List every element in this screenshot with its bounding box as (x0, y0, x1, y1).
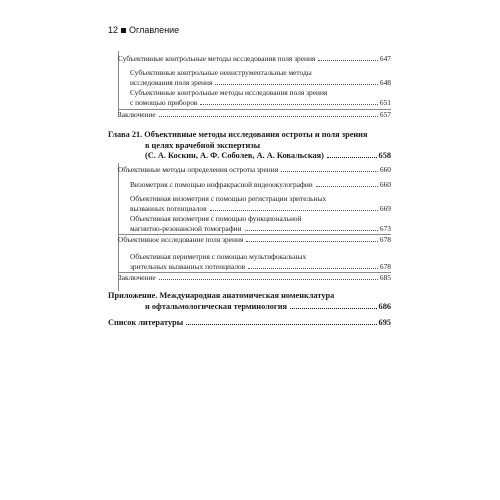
dot-leader (159, 279, 378, 280)
toc-appendix[interactable] (108, 291, 391, 312)
toc-entry-title: вызванных потенциалов (130, 203, 207, 213)
toc-entry-title: Субъективные контрольные методы исследования поля зрения (118, 54, 316, 63)
toc-entry[interactable] (130, 214, 391, 234)
toc-entry[interactable] (118, 165, 391, 175)
dot-leader (281, 171, 378, 172)
toc-entry-title: исследования поля зрения (130, 77, 213, 87)
dot-leader (159, 116, 378, 117)
toc-entry-title: зрительных вызванных потенциалов (130, 261, 246, 271)
toc-entry-title: Объективные методы определения остроты зрения (118, 165, 279, 174)
dot-leader (246, 241, 378, 242)
toc-entry-title: Заключение (118, 273, 156, 282)
dot-leader (327, 157, 377, 158)
toc-entry-page: 657 (379, 110, 391, 119)
toc-entry-page: 647 (379, 54, 391, 63)
toc-entry-title: Субъективные контрольные неинструментальные методы (130, 68, 312, 77)
toc-entry-page: 686 (378, 301, 391, 311)
dot-leader (290, 308, 377, 309)
toc-entry-page: 673 (379, 223, 391, 233)
appendix-title: Приложение. Международная анатомическая номенклатура (108, 291, 335, 300)
toc-entry[interactable] (118, 235, 391, 245)
square-bullet-icon (121, 28, 126, 33)
toc-entry-title: Объективная периметрия с помощью мультифокальных (130, 252, 307, 261)
toc-entry-title: Субъективные контрольные методы исследования поля зрения (130, 88, 328, 97)
dot-leader (245, 230, 378, 231)
dot-leader (316, 186, 378, 187)
toc-entry-page: 648 (379, 77, 391, 87)
toc-entry-title: Объективная визометрия с помощью функциональной (130, 214, 302, 223)
toc-entry-page: 651 (379, 97, 391, 107)
toc-entry-page: 669 (379, 203, 391, 213)
toc-entry[interactable] (118, 54, 391, 64)
toc-entry-title: магнитно-резонансной томографии (130, 223, 242, 233)
chapter-title: Глава 21. Объективные методы исследования остроты и поля зрения (108, 130, 368, 139)
toc-entry-title: Объективное исследование поля зрения (118, 235, 244, 244)
toc-entry-title: с помощью приборов (130, 97, 198, 107)
dot-leader (215, 84, 378, 85)
chapter-title: в целях врачебной экспертизы (145, 140, 261, 150)
toc-entry-page: 678 (379, 261, 391, 271)
page-number: 12 (108, 25, 119, 35)
dot-leader (200, 104, 378, 105)
running-title: Оглавление (129, 25, 180, 35)
toc-bibliography[interactable] (108, 318, 391, 329)
toc-entry[interactable] (130, 68, 391, 88)
dot-leader (186, 324, 376, 325)
toc-entry[interactable] (130, 88, 391, 108)
toc-entry[interactable] (130, 180, 391, 190)
toc-chapter-21[interactable] (108, 130, 391, 162)
appendix-title: и офтальмологическая терминология (145, 301, 287, 311)
bibliography-title: Список литературы (108, 318, 184, 327)
page-header (108, 25, 179, 35)
toc-entry[interactable] (118, 110, 391, 120)
dot-leader (318, 60, 378, 61)
toc-entry-page: 660 (379, 180, 391, 189)
toc-entry-title: Заключение (118, 110, 156, 119)
toc-entry-page: 685 (379, 273, 391, 282)
toc-entry[interactable] (130, 252, 391, 272)
dot-leader (210, 210, 378, 211)
toc-entry-title: Объективная визометрия с помощью регистрации зрительных (130, 194, 327, 203)
toc-entry-title: Визометрия с помощью инфракрасной видеоокулографии (130, 180, 313, 189)
chapter-authors: (С. А. Коскин, А. Ф. Соболев, А. А. Ковальская) (145, 151, 324, 161)
toc-entry-page: 660 (379, 165, 391, 174)
toc-entry-page: 678 (379, 235, 391, 244)
toc-entry[interactable] (130, 194, 391, 214)
toc-entry[interactable] (118, 273, 391, 283)
dot-leader (248, 268, 378, 269)
toc-entry-page: 658 (378, 151, 391, 161)
toc-entry-page: 695 (378, 318, 391, 327)
